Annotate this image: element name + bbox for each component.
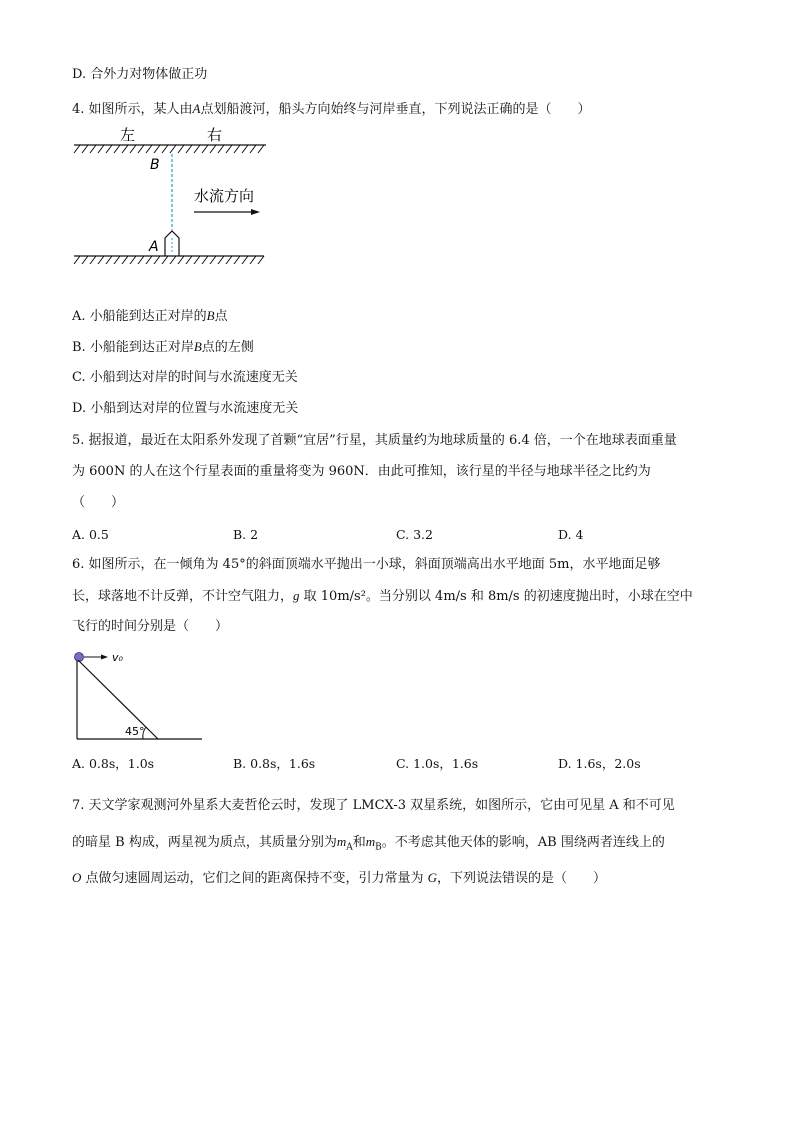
- q6-option-b: B. 0.8s，1.6s: [233, 756, 316, 771]
- question-7-line-2: [72, 833, 665, 857]
- question-7-line-3: [72, 869, 606, 888]
- question-4-stem: [72, 100, 591, 119]
- bottom-bank: [74, 256, 264, 264]
- q4-option-c: C. 小船到达对岸的时间与水流速度无关: [72, 370, 298, 385]
- incline-projectile-figure: [70, 648, 210, 744]
- q4-stem-rest: 点划船渡河，船头方向始终与河岸垂直，下列说法正确的是（ ）: [200, 102, 591, 117]
- q5-option-c: C. 3.2: [396, 527, 433, 542]
- boat-icon: [165, 231, 179, 256]
- fig-left-label: 左: [120, 126, 136, 144]
- flow-arrow-icon: [194, 209, 260, 215]
- river-crossing-figure: [70, 120, 280, 270]
- q4-option-a: [72, 307, 228, 326]
- q7-mass-b: m: [365, 834, 376, 849]
- q4-option-b-var: B: [193, 339, 202, 354]
- question-5-line-1: 5. 据报道，最近在太阳系外发现了首颗“宜居”行星，其质量约为地球质量的 6.4 倍，一个在地球表面重量: [72, 433, 677, 448]
- q7-line2-start: 的暗星 B 构成，两星视为质点，其质量分别为: [72, 835, 337, 850]
- q4-option-b: [72, 338, 254, 357]
- q4-point-a: A: [192, 101, 201, 116]
- q6-option-a: A. 0.8s，1.0s: [72, 756, 155, 771]
- question-7-line-1: 7. 天文学家观测河外星系大麦哲伦云时，发现了 LMCX-3 双星系统，如图所示，它由可见星 A 和不可见: [72, 798, 675, 813]
- top-bank: [74, 145, 266, 153]
- fig-right-label: 右: [207, 126, 223, 144]
- fig-label-a: A: [149, 239, 159, 255]
- q4-option-b-text: B. 小船能到达正对岸: [72, 340, 194, 355]
- q7-var-g: G: [427, 870, 438, 885]
- v0-label: v₀: [112, 651, 123, 664]
- q4-option-a-end: 点: [214, 309, 228, 324]
- q7-and: 和: [352, 835, 366, 850]
- q7-line2-end: 。不考虑其他天体的影响，AB 围绕两者连线上的: [381, 835, 665, 850]
- q6-var-g: g: [293, 588, 300, 603]
- q4-option-a-text: A. 小船能到达正对岸的: [72, 309, 207, 324]
- q7-line3-start: 点做匀速圆周运动，它们之间的距离保持不变，引力常量为: [81, 871, 428, 886]
- q5-option-a: A. 0.5: [72, 527, 109, 542]
- q4-option-b-end: 点的左侧: [201, 340, 254, 355]
- q7-mass-b-sub: B: [375, 842, 382, 853]
- q4-option-d: D. 小船到达对岸的位置与水流速度无关: [72, 401, 299, 416]
- question-5-line-2: 为 600N 的人在这个行星表面的重量将变为 960N．由此可推知，该行星的半径与地球半径之比约为: [72, 464, 651, 479]
- q7-line3-end: ，下列说法错误的是（ ）: [437, 871, 607, 886]
- flow-direction-label: 水流方向: [194, 187, 255, 205]
- q7-mass-a-sub: A: [346, 842, 353, 853]
- velocity-arrow-icon: [84, 655, 108, 660]
- q6-line2-end: 取 10m/s²。当分别以 4m/s 和 8m/s 的初速度抛出时，小球在空中: [299, 589, 693, 604]
- prev-option-d: D. 合外力对物体做正功: [72, 67, 208, 82]
- angle-label: 45°: [125, 725, 145, 738]
- question-6-line-1: 6. 如图所示，在一倾角为 45°的斜面顶端水平抛出一小球，斜面顶端高出水平地面 5m，水平地面足够: [72, 557, 661, 572]
- q5-option-d: D. 4: [558, 527, 584, 542]
- q7-point-o: O: [72, 870, 82, 885]
- q4-stem-start: 4. 如图所示，某人由: [72, 102, 193, 117]
- q7-mass-a: m: [336, 834, 347, 849]
- question-5-line-3: （ ）: [72, 495, 125, 510]
- q6-option-d: D. 1.6s，2.0s: [558, 756, 641, 771]
- q6-line2-start: 长，球落地不计反弹，不计空气阻力，: [72, 589, 294, 604]
- question-6-line-2: [72, 587, 693, 606]
- q6-option-c: C. 1.0s，1.6s: [396, 756, 479, 771]
- question-6-line-3: 飞行的时间分别是（ ）: [72, 619, 229, 634]
- fig-label-b: B: [150, 157, 160, 173]
- q4-option-a-var: B: [206, 308, 215, 323]
- q5-option-b: B. 2: [233, 527, 259, 542]
